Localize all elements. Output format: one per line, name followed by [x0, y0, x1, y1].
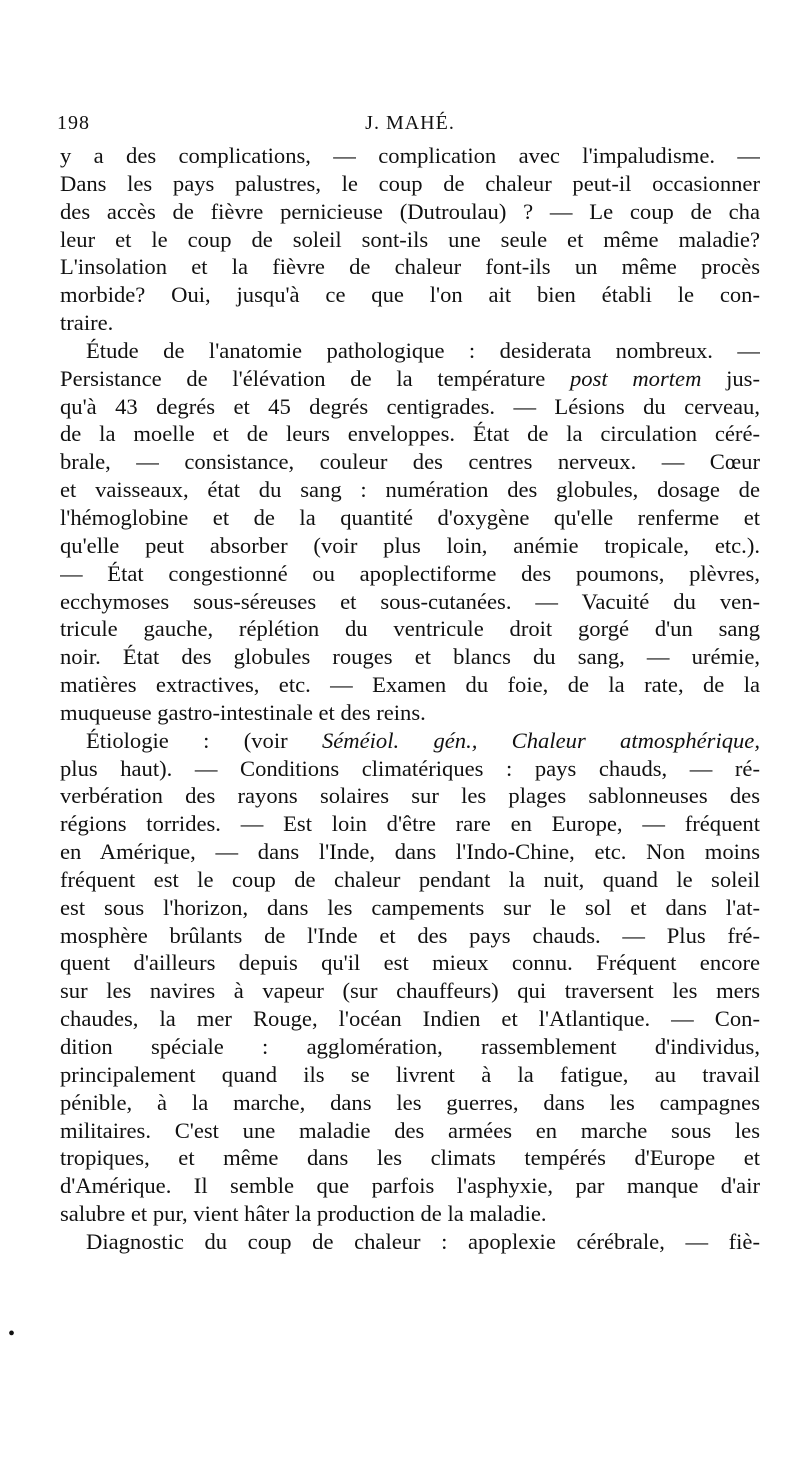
text-line: Persistance de l'élévation de la température post mortem jus- [60, 365, 760, 391]
body-text [60, 142, 760, 1256]
paragraph-anatomy-start: Étude de l'anatomie pathologique : desiderata nombreux. — [86, 337, 760, 363]
running-title-author: J. MAHÉ. [365, 112, 455, 134]
text-line: tricule gauche, réplétion du ventricule droit gorgé d'un sang [60, 616, 760, 642]
text-line: qu'à 43 degrés et 45 degrés centigrades. — Lésions du cerveau, [60, 393, 760, 419]
text-line: salubre et pur, vient hâter la production de la maladie. [60, 1201, 547, 1227]
italic-term: post mortem [569, 365, 702, 391]
text-line: y a des complications, — complication avec l'impaludisme. — [60, 143, 760, 168]
text-line: muqueuse gastro-intestinale et des reins. [60, 699, 426, 725]
text-line: militaires. C'est une maladie des armées en marche sous les [60, 1117, 760, 1143]
text-line: plus haut). — Conditions climatériques : pays chauds, — ré- [60, 755, 760, 781]
text-line: est sous l'horizon, dans les campements sur le sol et dans l'at- [60, 894, 760, 920]
text-line: — État congestionné ou apoplectiforme des poumons, plèvres, [60, 560, 760, 586]
text-line: d'Amérique. Il semble que parfois l'asphyxie, par manque d'air [60, 1173, 760, 1199]
text-line: l'hémoglobine et de la quantité d'oxygène qu'elle renferme et [60, 504, 760, 530]
text-line: dition spéciale : agglomération, rassemblement d'individus, [60, 1034, 760, 1059]
text-line: principalement quand ils se livrent à la fatigue, au travail [60, 1061, 760, 1087]
text-line: de la moelle et de leurs enveloppes. État de la circulation céré- [60, 421, 760, 447]
text-line: ecchymoses sous-séreuses et sous-cutanées. — Vacuité du ven- [60, 588, 760, 614]
running-head [57, 112, 760, 142]
text-line: des accès de fièvre pernicieuse (Dutroulau) ? — Le coup de cha [60, 198, 760, 224]
text-line: et vaisseaux, état du sang : numération des globules, dosage de [60, 477, 760, 503]
text-line: Dans les pays palustres, le coup de chaleur peut-il occasionner [60, 170, 760, 196]
margin-mark: • [8, 1323, 16, 1345]
text-line: matières extractives, etc. — Examen du foie, de la rate, de la [60, 672, 760, 698]
book-page [57, 112, 760, 1256]
page-number: 198 [57, 112, 90, 134]
text-line: chaudes, la mer Rouge, l'océan Indien et l'Atlantique. — Con- [60, 1006, 760, 1032]
text-line: qu'elle peut absorber (voir plus loin, anémie tropicale, etc.). [60, 532, 760, 558]
text-line: tropiques, et même dans les climats tempérés d'Europe et [60, 1145, 760, 1171]
text-line: sur les navires à vapeur (sur chauffeurs) qui traversent les mers [60, 978, 760, 1004]
italic-reference: Séméiol. gén., Chaleur atmosphérique, [321, 727, 760, 753]
text-line: pénible, à la marche, dans les guerres, dans les campagnes [60, 1089, 760, 1115]
text-line: mosphère brûlants de l'Inde et des pays chauds. — Plus fré- [60, 922, 760, 948]
text-line: noir. État des globules rouges et blancs du sang, — urémie, [60, 644, 760, 670]
text-line: quent d'ailleurs depuis qu'il est mieux connu. Fréquent encore [60, 950, 760, 976]
text-line: leur et le coup de soleil sont-ils une seule et même maladie? [60, 226, 760, 252]
paragraph-diagnosis-start: Diagnostic du coup de chaleur : apoplexie cérébrale, — fiè- [86, 1228, 760, 1254]
text-line: brale, — consistance, couleur des centres nerveux. — Cœur [60, 449, 760, 475]
paragraph-etiology-start: Étiologie : (voir Séméiol. gén., Chaleur atmosphérique, [86, 727, 760, 753]
text-line: morbide? Oui, jusqu'à ce que l'on ait bien établi le con- [60, 282, 760, 308]
text-line: régions torrides. — Est loin d'être rare en Europe, — fréquent [60, 811, 760, 837]
text-line: verbération des rayons solaires sur les plages sablonneuses des [60, 783, 760, 809]
text-line: fréquent est le coup de chaleur pendant la nuit, quand le soleil [60, 866, 760, 892]
text-line: L'insolation et la fièvre de chaleur font-ils un même procès [60, 254, 760, 280]
text-line: traire. [60, 310, 114, 336]
text-line: en Amérique, — dans l'Inde, dans l'Indo-Chine, etc. Non moins [60, 839, 760, 865]
